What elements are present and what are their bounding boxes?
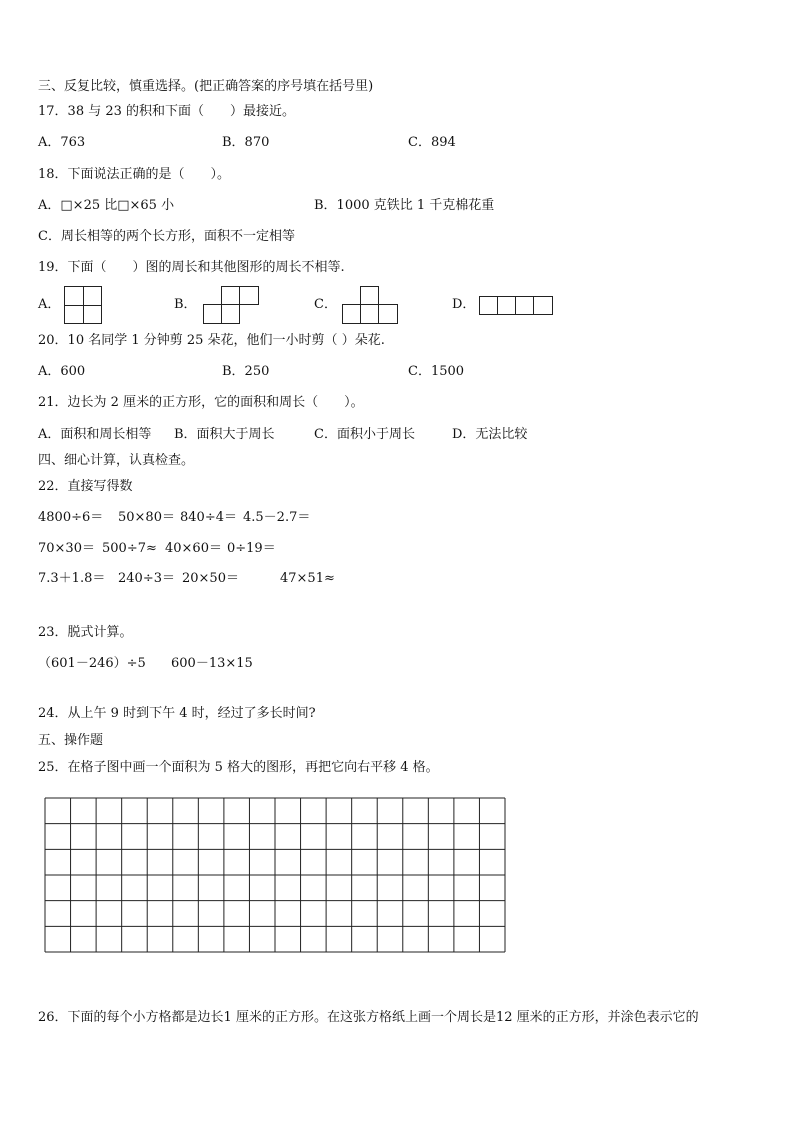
q22-calc-item: 70×30＝ <box>38 541 95 556</box>
q22-calc-item: 4.5－2.7＝ <box>243 510 311 525</box>
q25-stem: 25．在格子图中画一个面积为 5 格大的图形，再把它向右平移 4 格。 <box>38 760 439 775</box>
q22-calc-item: 840÷4＝ <box>180 510 237 525</box>
q19-label-d: D． <box>452 297 476 312</box>
q18-option-c: C．周长相等的两个长方形，面积不一定相等 <box>38 229 295 244</box>
q20-option-a: A．600 <box>38 364 86 379</box>
q22-calc-item: 4800÷6＝ <box>38 510 104 525</box>
q19-figure-c <box>342 286 398 324</box>
q19-stem: 19．下面（ ）图的周长和其他图形的周长不相等. <box>38 260 345 275</box>
q19-label-b: B． <box>174 297 197 312</box>
q20-stem: 20．10 名同学 1 分钟剪 25 朵花，他们一小时剪（ ）朵花. <box>38 333 385 348</box>
q18-stem: 18．下面说法正确的是（ ）。 <box>38 167 231 182</box>
q21-option-d: D．无法比较 <box>452 427 528 442</box>
q17-stem: 17．38 与 23 的积和下面（ ）最接近。 <box>38 104 296 119</box>
q26-stem: 26．下面的每个小方格都是边长1 厘米的正方形。在这张方格纸上画一个周长是12 厘米的正方形，并涂色表示它的 <box>38 1010 699 1025</box>
q22-calc-item: 47×51≈ <box>280 571 335 586</box>
q19-figure-a <box>64 286 102 324</box>
section-3-heading: 三、反复比较，慎重选择。(把正确答案的序号填在括号里) <box>38 79 374 94</box>
q18-option-b: B．1000 克铁比 1 千克棉花重 <box>314 198 495 213</box>
q21-option-c: C．面积小于周长 <box>314 427 415 442</box>
q23-stem: 23．脱式计算。 <box>38 625 133 640</box>
section-4-heading: 四、细心计算，认真检查。 <box>38 453 195 468</box>
q22-calc-item: 50×80＝ <box>118 510 175 525</box>
q22-calc-item: 0÷19＝ <box>227 541 276 556</box>
q19-figure-d <box>479 296 553 315</box>
q17-option-a: A．763 <box>38 135 86 150</box>
q22-calc-item: 20×50＝ <box>182 571 239 586</box>
section-5-heading: 五、操作题 <box>38 733 104 748</box>
q25-grid[interactable] <box>44 797 506 953</box>
q22-calc-item: 500÷7≈ <box>102 541 157 556</box>
q19-figure-b <box>203 286 259 324</box>
q23-expr: （601－246）÷5 <box>38 656 146 671</box>
q18-option-a: A．□×25 比□×65 小 <box>38 198 175 213</box>
q24-stem: 24．从上午 9 时到下午 4 时，经过了多长时间? <box>38 706 316 721</box>
q20-option-c: C．1500 <box>408 364 465 379</box>
q22-calc-item: 7.3＋1.8＝ <box>38 571 106 586</box>
q19-label-c: C． <box>314 297 337 312</box>
q21-option-b: B．面积大于周长 <box>174 427 275 442</box>
q20-option-b: B．250 <box>222 364 270 379</box>
q21-stem: 21．边长为 2 厘米的正方形，它的面积和周长（ ）。 <box>38 395 364 410</box>
q22-stem: 22．直接写得数 <box>38 479 133 494</box>
q19-label-a: A． <box>38 297 61 312</box>
q22-calc-item: 40×60＝ <box>165 541 222 556</box>
q17-option-b: B．870 <box>222 135 270 150</box>
q23-expr: 600－13×15 <box>171 656 253 671</box>
q17-option-c: C．894 <box>408 135 456 150</box>
q21-option-a: A．面积和周长相等 <box>38 427 152 442</box>
q22-calc-item: 240÷3＝ <box>118 571 175 586</box>
